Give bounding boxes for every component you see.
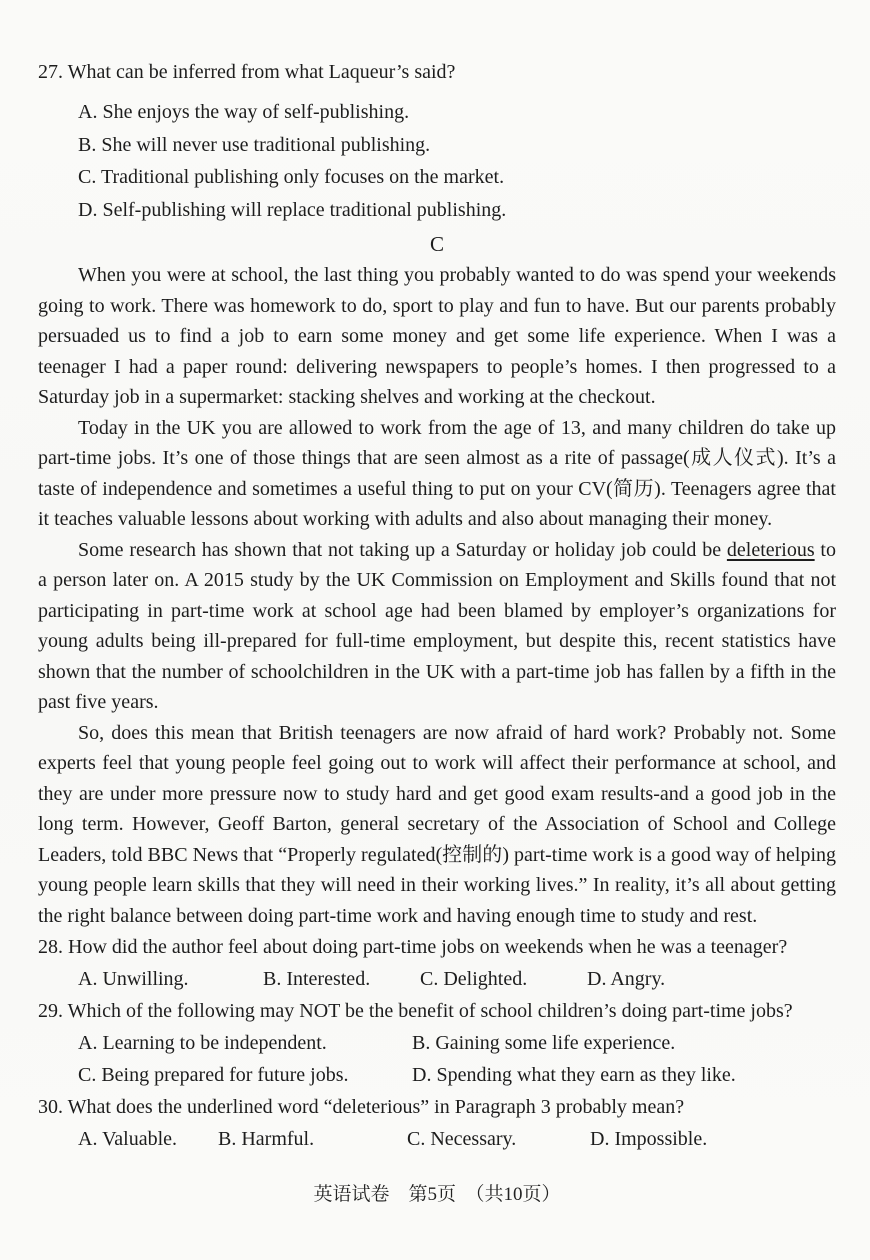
question-28-option-c: C. Delighted. [420,968,528,990]
question-29-option-a: A. Learning to be independent. [78,1032,327,1054]
question-28-stem: 28. How did the author feel about doing part-time jobs on weekends when he was a teenager? [38,936,788,958]
question-28 [38,931,836,995]
page-footer-text: 英语试卷 第5页 （共10页） [313,1184,561,1205]
question-29-options [38,1027,836,1091]
section-c-heading: C [429,232,444,256]
question-30-options [38,1123,836,1155]
question-29-option-d: D. Spending what they earn as they like. [412,1064,736,1086]
reading-passage [38,260,836,931]
paragraph-3-text-after: to a person later on. A 2015 study by the UK Commission on Employment and Skills found that not participating in part-time work at school age had been blamed by employer’s organizations for young adults being ill-prepared for full-time employment, but despite this, recent statistics have shown that the number of schoolchildren in the UK with a part-time job has fallen by a fifth in the past five years. [38,538,836,713]
question-27-option-d: D. Self-publishing will replace traditional publishing. [78,198,507,221]
question-28-option-b: B. Interested. [263,968,371,990]
passage-paragraph-1: When you were at school, the last thing you probably wanted to do was spend your weekends going to work. There was homework to do, sport to play and fun to have. But our parents probably persuaded us to find a job to earn some money and get some life experience. When I was a teenager I had a paper round: delivering newspapers to people’s homes. I then progressed to a Saturday job in a supermarket: stacking shelves and working at the checkout. [38,264,836,408]
question-28-option-d: D. Angry. [587,968,666,990]
question-27 [38,56,836,226]
question-30 [38,1091,836,1155]
question-28-options [38,963,836,995]
question-29-option-b: B. Gaining some life experience. [412,1032,676,1054]
question-28-option-a: A. Unwilling. [78,968,189,990]
question-30-stem: 30. What does the underlined word “deleterious” in Paragraph 3 probably mean? [38,1096,685,1118]
underlined-word-deleterious: deleterious [726,538,815,561]
question-29 [38,995,836,1091]
question-27-options [38,96,836,226]
question-27-option-b: B. She will never use traditional publishing. [78,133,431,156]
passage-paragraph-4: So, does this mean that British teenagers are now afraid of hard work? Probably not. Some experts feel that young people feel going out to work will affect their performance at school, and they are under more pressure now to study hard and get good exam results-and a good job in the long term. However, Geoff Barton, general secretary of the Association of School and College Leaders, told BBC News that “Properly regulated(控制的) part-time work is a good way of helping young people learn skills that they will need in their working lives.” In reality, it’s all about getting the right balance between doing part-time work and having enough time to study and rest. [38,721,836,927]
paragraph-3-text-before: Some research has shown that not taking up a Saturday or holiday job could be [78,538,727,561]
page-footer [38,1182,836,1208]
question-30-option-a: A. Valuable. [78,1128,178,1150]
question-27-stem: 27. What can be inferred from what Laqueur’s said? [38,61,456,83]
question-30-option-b: B. Harmful. [218,1128,315,1150]
passage-paragraph-2: Today in the UK you are allowed to work from the age of 13, and many children do take up part-time jobs. It’s one of those things that are seen almost as a rite of passage(成人仪式). It’s a taste of independence and sometimes a useful thing to put on your CV(简历). Teenagers agree that it teaches valuable lessons about working with adults and also about managing their money. [38,416,836,530]
question-29-stem: 29. Which of the following may NOT be the benefit of school children’s doing part-time jobs? [38,1000,793,1022]
passage-paragraph-3 [38,535,836,718]
question-30-option-c: C. Necessary. [407,1128,517,1150]
question-27-option-a: A. She enjoys the way of self-publishing. [78,101,410,123]
question-27-option-c: C. Traditional publishing only focuses on the market. [78,166,505,188]
question-30-option-d: D. Impossible. [590,1128,708,1150]
question-29-option-c: C. Being prepared for future jobs. [78,1064,349,1086]
